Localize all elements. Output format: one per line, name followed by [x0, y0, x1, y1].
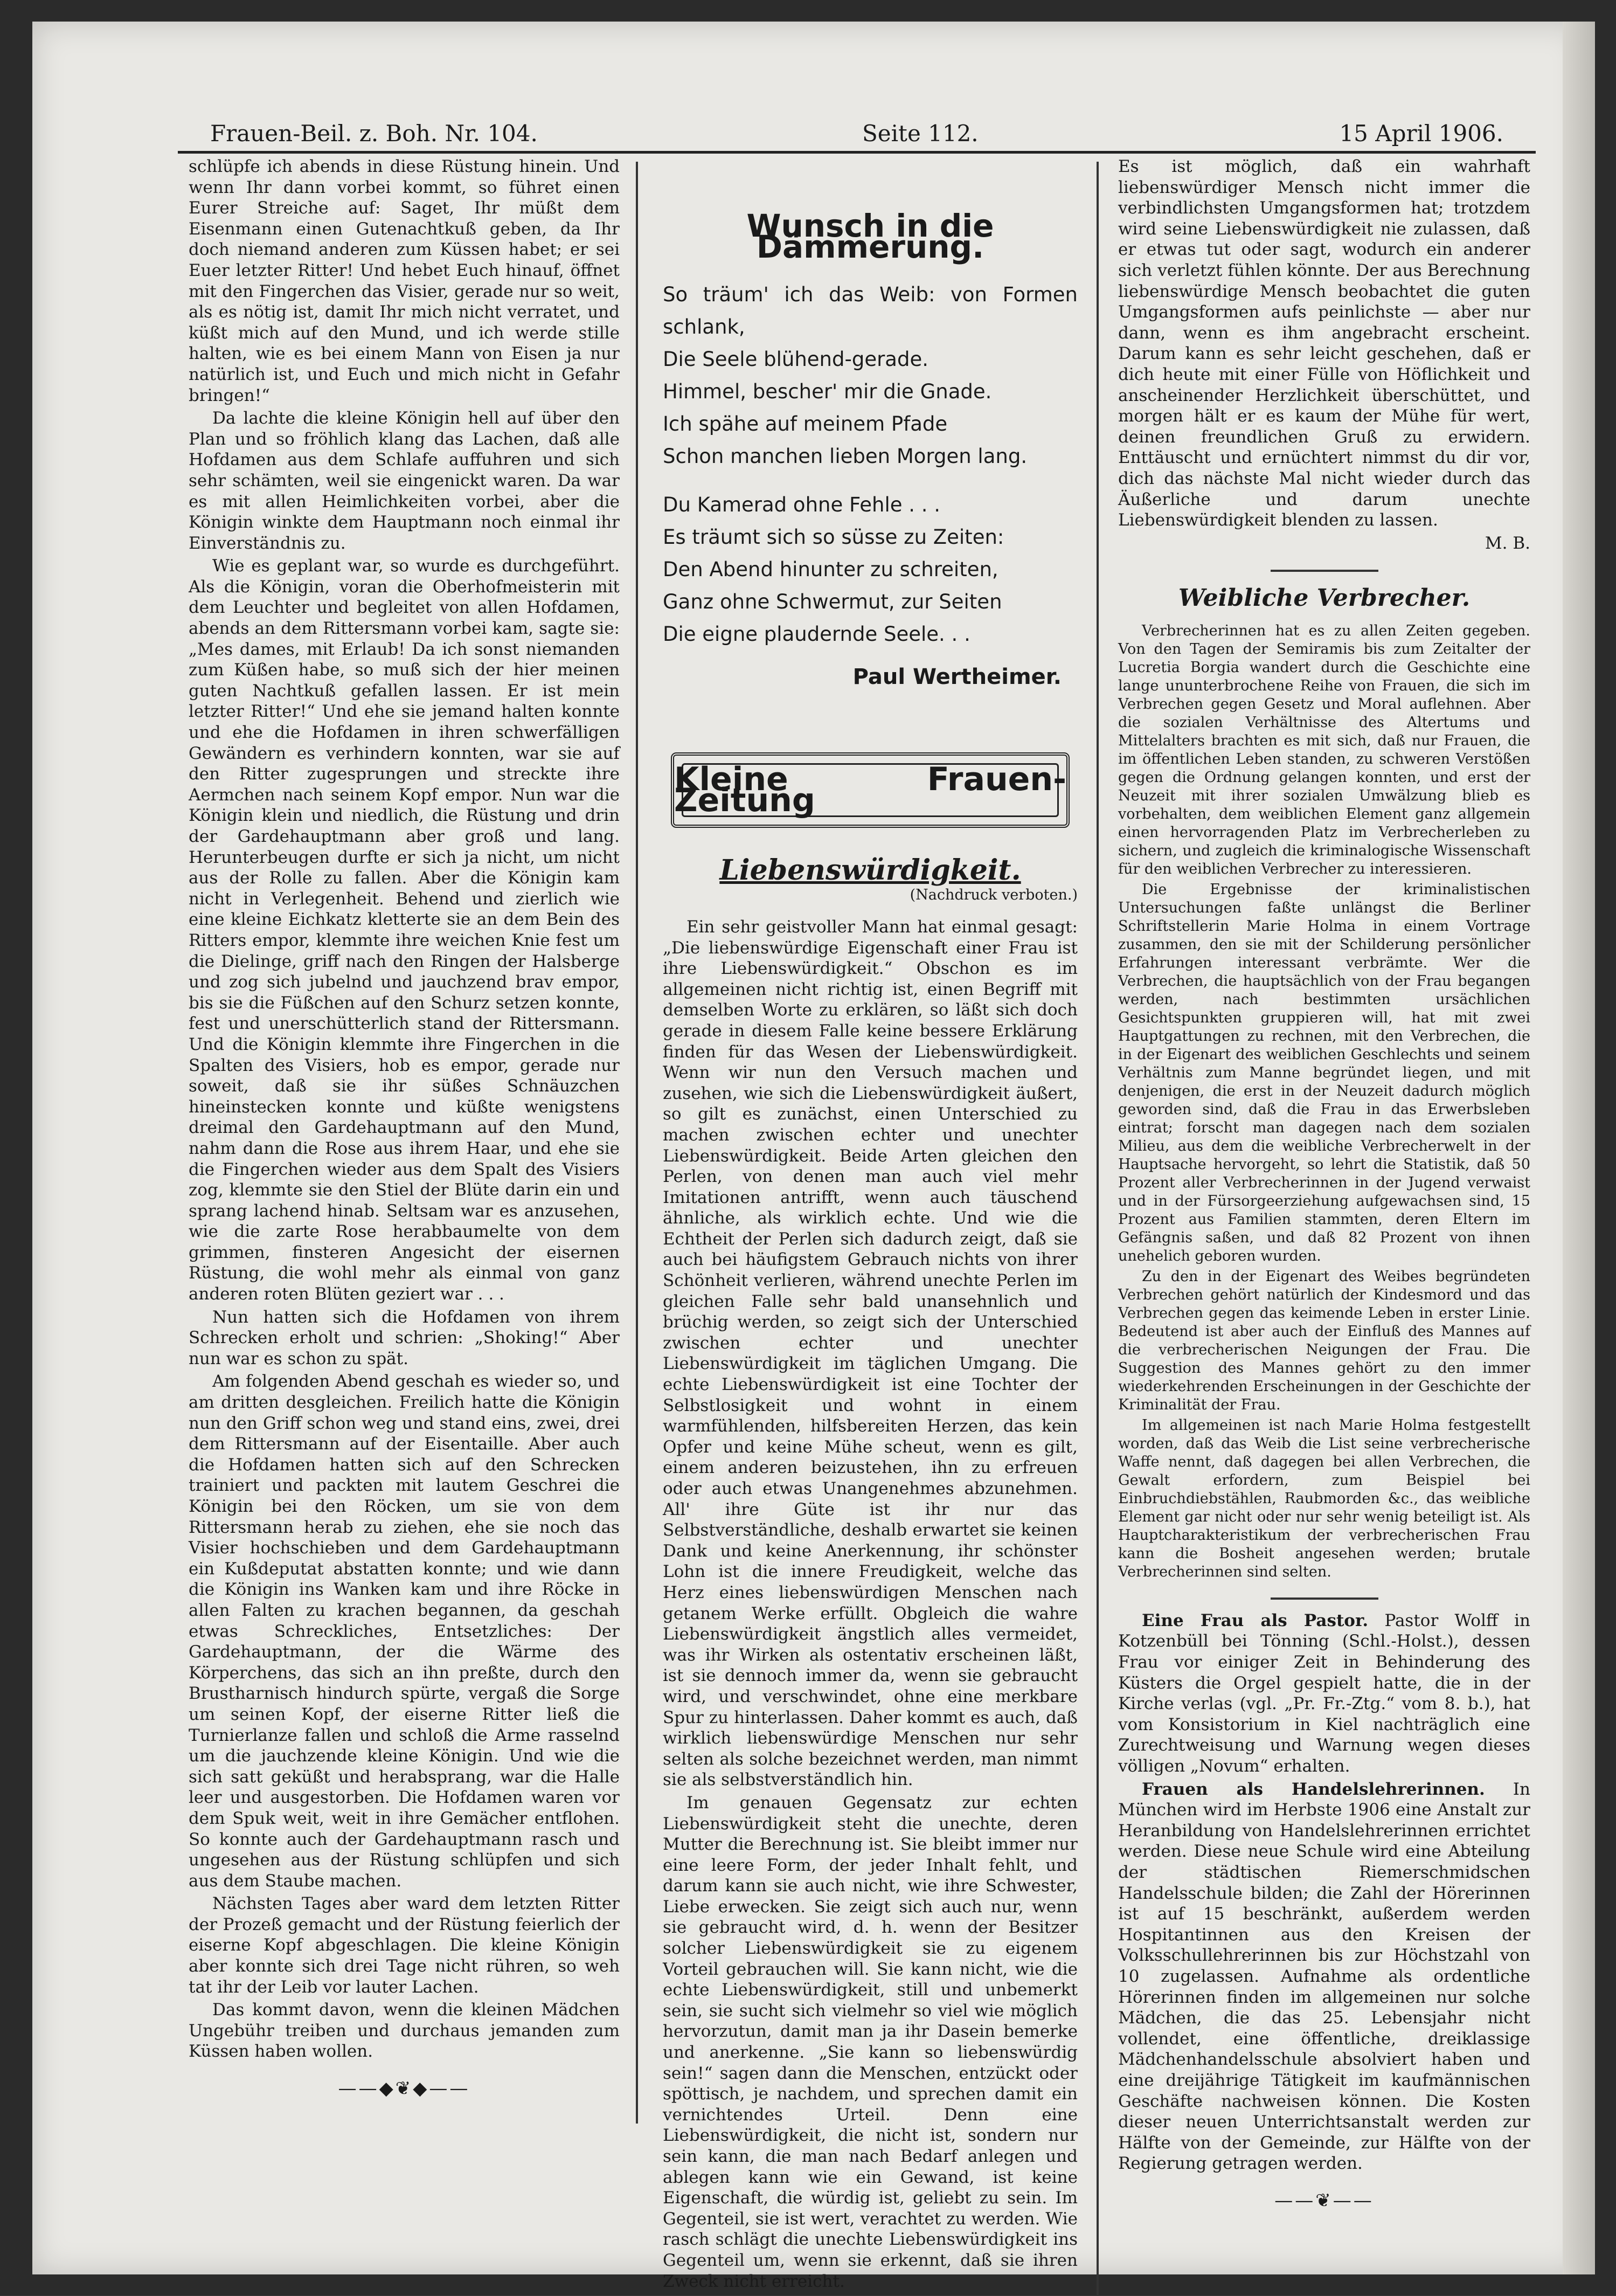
- page-edge: [1563, 22, 1595, 2274]
- column-story: [189, 156, 620, 2100]
- story-paragraph: Das kommt davon, wenn die kleinen Mädchen Ungebühr treiben und durchaus jemanden zum Küssen haben wollen.: [189, 2000, 620, 2062]
- article-paragraph: Im genauen Gegensatz zur echten Liebenswürdigkeit steht die unechte, deren Mutter die Berechnung ist. Sie bleibt immer nur eine leere Form, der jeder Inhalt fehlt, und darum kann sie auch nicht, wie ihre Schwester, Liebe erwecken. Sie zeigt sich auch nur, wenn sie gebraucht wird, d. h. wenn der Besitzer solcher Liebenswürdigkeit sie zu eigenem Vorteil gebrauchen will. Sie kann nicht, wie die echte Liebenswürdigkeit, still und unbemerkt sein, sie sucht sich vielmehr so viel wie möglich hervorzutun, damit man ja ihr Dasein bemerke und anerkenne. „Sie kann so liebenswürdig sein!“ sagen dann die Menschen, entzückt oder spöttisch, je nachdem, und sprechen damit ein vernichtendes Urteil. Denn eine Liebenswürdigkeit, die nicht ist, sondern nur sein kann, die man nach Bedarf anlegen und ablegen kann wie ein Gewand, ist keine Eigenschaft, die würdig ist, geliebt zu sein. Im Gegenteil, sie ist wert, verachtet zu werden. Wie rasch schlägt die unechte Liebenswürdigkeit ins Gegenteil um, wenn sie erkennt, daß sie ihren Zweck nicht erreicht.: [663, 1793, 1078, 2291]
- section-divider: [1271, 1597, 1378, 1600]
- article-paragraph: Ein sehr geistvoller Mann hat einmal gesagt: „Die liebenswürdige Eigenschaft einer Frau ist ihre Liebenswürdigkeit.“ Obschon es im allgemeinen nicht richtig ist, einen Begriff mit demselben Worte zu erklären, so läßt sich doch gerade in diesem Falle keine bessere Erklärung finden für das Wesen der Liebenswürdigkeit. Wenn wir nun den Versuch machen und zusehen, wie sich die Liebenswürdigkeit äußert, so gilt es zunächst, einen Unterschied zu machen zwischen echter und unechter Liebenswürdigkeit. Beide Arten gleichen den Perlen, von denen man auch viel mehr Imitationen antrifft, wenn auch täuschend ähnliche, als wirklich echte. Und wie die Echtheit der Perlen sich dadurch zeigt, daß sie auch bei häufigstem Gebrauch nichts von ihrer Schönheit verlieren, während unechte Perlen im gleichen Falle sehr bald unansehnlich und brüchig werden, so zeigt sich der Unterschied zwischen echter und unechter Liebenswürdigkeit im täglichen Umgang. Die echte Liebenswürdigkeit ist eine Tochter der Selbstlosigkeit und wohnt in einem warmfühlenden, hilfsbereiten Herzen, das kein Opfer und keine Mühe scheut, wenn es gilt, einem anderen beizustehen, ihn zu erfreuen oder auch etwas Unangenehmes abzunehmen. All' ihre Güte ist ihr nur das Selbstverständliche, deshalb erwartet sie keinen Dank und keine Anerkennung, ihr schönster Lohn ist die innere Freudigkeit, welche das Herz eines liebenswürdigen Menschen nach getanem Werke erfüllt. Obgleich die wahre Liebenswürdigkeit ängstlich alles vermeidet, was ihr Wirken als ostentativ erscheinen läßt, ist sie dennoch immer da, wenn sie gebraucht wird, und verschwindet, ohne eine merkbare Spur zu hinterlassen. Daher kommt es auch, daß wirklich liebenswürdige Menschen nur sehr selten als solche bezeichnet werden, man nimmt sie als selbstverständlich hin.: [663, 917, 1078, 1790]
- poem-line: Die eigne plaudernde Seele. . .: [663, 623, 970, 646]
- column-divider-left: [636, 162, 638, 2124]
- poem-line: Ich spähe auf meinem Pfade: [663, 412, 948, 436]
- article-paragraph: Im allgemeinen ist nach Marie Holma festgestellt worden, daß das Weib die List seine verbrecherische Waffe nennt, daß dagegen bei allen Verbrechen, die Gewalt erfordern, zum Beispiel bei Einbruchdiebstählen, Raubmorden &c., das weibliche Element gar nicht oder nur sehr wenig beteiligt ist. Als Hauptcharakteristikum der verbrecherischen Frau kann die Bosheit angesehen werden; brutale Verbrecherinnen sind selten.: [1118, 1416, 1530, 1580]
- story-paragraph: Da lachte die kleine Königin hell auf über den Plan und so fröhlich klang das Lachen, daß alle Hofdamen aus dem Schlafe auffuhren und sich sehr schämten, weil sie eingenickt waren. Da war es mit allen Heimlichkeiten vorbei, aber die Königin winkte dem Hauptmann noch einmal ihr Einverständnis zu.: [189, 409, 620, 553]
- column-divider-right: [1097, 162, 1099, 2296]
- article-paragraph: Verbrecherinnen hat es zu allen Zeiten gegeben. Von den Tagen der Semiramis bis zum Zeitalter der Lucretia Borgia wandert durch die Geschichte eine lange ununterbrochene Reihe von Frauen, die sich im Verbrechen gegen Gesetz und Moral auflehnen. Aber die sozialen Verhältnisse des Altertums und Mittelalters brachten es mit sich, daß nur Frauen, die im öffentlichen Leben standen, zu schweren Verstößen gegen die Ordnung gelangen konnten, und erst der Neuzeit mit ihrer sozialen Umwälzung blieb es vorbehalten, dem weiblichen Element ganz allgemein einen hervorragenden Platz im Verbrecherleben zu sichern, und zugleich die kriminalogische Wissenschaft für den weiblichen Verbrecher zu interessieren.: [1118, 622, 1530, 877]
- poem-stanza: [663, 279, 1078, 473]
- poem-line: Du Kamerad ohne Fehle . . .: [663, 493, 941, 517]
- poem-author: Paul Wertheimer.: [852, 665, 1062, 690]
- column-right: [1118, 156, 1531, 2211]
- news-headline: Frauen als Handelslehrerinnen.: [1142, 1779, 1485, 1799]
- story-paragraph: schlüpfe ich abends in diese Rüstung hinein. Und wenn Ihr dann vorbei kommt, so führet einen Eurer Streiche auf: Saget, Ihr müßt dem Eisenmann einen Gutenachtkuß geben, da Ihr doch niemand anderen zum Küssen habet; er sei Euer letzter Ritter! Und hebet Euch hinauf, öffnet mit den Fingerchen das Visier, gerade nur so weit, als es nötig ist, damit Ihr mich nicht verratet, und küßt mich auf den Mund, und ich werde stille halten, wie es bei einem Mann von Eisen ja nur natürlich ist, und Euch und mich nicht in Gefahr bringen!“: [189, 157, 620, 405]
- end-ornament: ——◆❦◆——: [338, 2078, 470, 2100]
- header-date: 15 April 1906.: [1339, 120, 1503, 147]
- section-divider: [1271, 570, 1378, 572]
- article-paragraph: Die Ergebnisse der kriminalistischen Untersuchungen faßte unlängst die Berliner Schriftstellerin Marie Holma in einem Vortrage zusammen, den sie mit der Schilderung persönlicher Erfahrungen interessant verbrämte. Wer die Verbrechen, die hauptsächlich von der Frau begangen werden, nach bestimmten ursächlichen Gesichtspunkten gruppieren will, hat mit zwei Hauptgattungen zu rechnen, mit den Verbrechen, die in der Eigenart des weiblichen Geschlechts und seinem Verhältnis zum Manne begründet liegen, und mit denjenigen, die erst in der Neuzeit dadurch möglich geworden sind, daß die Frau in das Erwerbsleben eintrat; forscht man dagegen nach dem sozialen Milieu, aus dem die weibliche Verbrecherwelt in der Hauptsache hervorgeht, so lehrt die Statistik, daß 50 Prozent aller Verbrecherinnen in der Jugend verwaist und in der Fürsorgeerziehung aufgewachsen sind, 15 Prozent aus Familien stammten, deren Eltern im Gefängnis saßen, und daß 82 Prozent von ihnen unehelich geboren wurden.: [1118, 881, 1530, 1264]
- article-paragraph: Zu den in der Eigenart des Weibes begründeten Verbrechen gehört natürlich der Kindesmord und das Verbrechen gegen das keimende Leben in erster Linie. Bedeutend ist aber auch der Einfluß des Mannes auf die verbrecherischen Neigungen der Frau. Die Suggestion des Mannes gehört zu den immer wiederkehrenden Erscheinungen in der Geschichte der Kriminalität der Frau.: [1118, 1268, 1530, 1413]
- poem-line: Es träumt sich so süsse zu Zeiten:: [663, 525, 1004, 549]
- poem: [663, 279, 1078, 651]
- end-ornament: ——❦——: [1274, 2189, 1374, 2211]
- poem-line: Ganz ohne Schwermut, zur Seiten: [663, 590, 1002, 614]
- story-paragraph: Nächsten Tages aber ward dem letzten Ritter der Prozeß gemacht und der Rüstung feierlich der eiserne Kopf abgeschlagen. Die kleine Königin aber konnte sich drei Tage nicht rühren, so weh tat ihr der Leib vor lauter Lachen.: [189, 1894, 620, 1997]
- news-text: In München wird im Herbste 1906 eine Anstalt zur Heranbildung von Handelslehrerinnen errichtet werden. Diese neue Schule wird eine Abteilung der städtischen Riemerschmidschen Handelsschule bilden; die Zahl der Hörerinnen ist auf 15 beschränkt, außerdem werden Hospitantinnen aus den Kreisen der Volksschullehrerinnen bis zur Höchstzahl von 10 zugelassen. Aufnahme als ordentliche Hörerinnen finden im allgemeinen nur solche Mädchen, die das 25. Lebensjahr nicht vollendet, eine öffentliche, dreiklassige Mädchenhandelsschule absolviert haben und eine dreijährige Tätigkeit im kaufmännischen Geschäfte nachweisen können. Die Kosten dieser neuen Unterrichtsanstalt werden zur Hälfte von der Gemeinde, zur Hälfte von der Regierung getragen werden.: [1118, 1779, 1530, 2174]
- column-middle: [663, 156, 1078, 2291]
- poem-line: Den Abend hinunter zu schreiten,: [663, 558, 998, 582]
- copyright-note: (Nachdruck verboten.): [910, 887, 1078, 904]
- story-paragraph: Wie es geplant war, so wurde es durchgeführt. Als die Königin, voran die Oberhofmeisterin mit dem Leuchter und begleitet von allen Hofdamen, abends an dem Rittersmann vorbei kam, sagte sie: „Mes dames, mit Erlaub! Da ich sonst niemanden zum Küßen habe, so muß sich der hier meinen guten Nachtkuß gefallen lassen. Er ist mein letzter Ritter!“ Und ehe sie jemand halten konnte und ehe die Hofdamen in ihren schwerfälligen Gewändern es verhindern konnten, war sie auf den Ritter zugesprungen und streckte ihre Aermchen nach seinem Kopf empor. Nun war die Königin klein und niedlich, die Rüstung und drin der Gardehauptmann aber groß und lang. Herunterbeugen durfte er sich ja nicht, um nicht aus der Rolle zu fallen. Aber die Königin kam nicht in Verlegenheit. Behend und zierlich wie eine kleine Eichkatz kletterte sie an dem Bein des Ritters empor, klemmte ihre weichen Knie fest um die Dielinge, griff nach den Ringen der Halsberge und zog sich jubelnd und jauchzend brav empor, bis sie die Füßchen auf den Schurz setzen konnte, fest und unerschütterlich stand der Rittersmann. Und die Königin klemmte ihre Fingerchen in die Spalten des Visiers, hob es empor, gerade nur soweit, daß sie ihr süßes Schnäuzchen hineinstecken konnte und küßte wenigstens dreimal den Gardehauptmann auf den Mund, nahm dann die Rose aus ihrem Haar, und ehe sie die Fingerchen wieder aus dem Spalt des Visiers zog, klemmte sie den Stiel der Blüte darin ein und sprang lachend hinab. Seltsam war es anzusehen, wie die zarte Rose herabbaumelte von dem grimmen, finsteren Angesicht der eisernen Rüstung, die wohl mehr als einmal von ganz anderen roten Blüten geziert war . . .: [189, 556, 620, 1304]
- page-header: [178, 116, 1536, 154]
- section-title: Weibliche Verbrecher.: [1178, 584, 1471, 612]
- banner-title: Kleine Frauen-Zeitung: [674, 760, 1066, 819]
- poem-line: Schon manchen lieben Morgen lang.: [663, 445, 1028, 468]
- news-text: Pastor Wolff in Kotzenbüll bei Tönning (Schl.-Holst.), dessen Frau vor einiger Zeit in Behinderung des Küsters die Orgel gespielt hatte, die in der Kirche verlas (vgl. „Pr. Fr.-Ztg.“ vom 8. b.), hat vom Konsistorium in Kiel nachträglich eine Zurechtweisung und Warnung wegen dieses völligen „Novum“ erhalten.: [1118, 1610, 1531, 1776]
- header-publication: Frauen-Beil. z. Boh. Nr. 104.: [210, 120, 538, 147]
- news-item: [1118, 1610, 1530, 1777]
- news-item: [1118, 1779, 1530, 2174]
- news-headline: Eine Frau als Pastor.: [1142, 1610, 1369, 1630]
- header-page-number: Seite 112.: [862, 120, 979, 147]
- poem-line: Die Seele blühend-gerade.: [663, 348, 928, 371]
- section-banner: [671, 752, 1070, 828]
- poem-title: Wunsch in die Dämmerung.: [746, 208, 994, 265]
- author-signature: M. B.: [1485, 533, 1530, 553]
- article-paragraph: Es ist möglich, daß ein wahrhaft liebenswürdiger Mensch nicht immer die verbindlichsten Umgangsformen hat; trotzdem wird seine Liebenswürdigkeit nie zulassen, daß er etwas tut oder sagt, wodurch ein anderer sich verletzt fühlen könnte. Der aus Berechnung liebenswürdige Mensch beobachtet die guten Umgangsformen aufs peinlichste — aber nur dann, wenn es ihm angebracht erscheint. Darum kann es sehr leicht geschehen, daß er dich heute mit einer Fülle von Höflichkeit und anscheinender Herzlichkeit überschüttet, und morgen hält er es kaum der Mühe für wert, deinen freundlichen Gruß zu erwidern. Enttäuscht und ernüchtert nimmst du dir vor, dich das nächste Mal nicht wieder durch das Äußerliche und darum unechte Liebenswürdigkeit blenden zu lassen.: [1118, 157, 1530, 530]
- story-paragraph: Am folgenden Abend geschah es wieder so, und am dritten desgleichen. Freilich hatte die Königin nun den Griff schon weg und stand eins, zwei, drei dem Rittersmann auf der Eisentaille. Aber auch die Hofdamen hatten sich auf den Schrecken trainiert und packten mit lautem Geschrei die Königin bei den Röcken, um sie von dem Rittersmann herab zu ziehen, ehe sie noch das Visier hochschieben und dem Gardehauptmann ein Kußdeputat abstatten konnte; und wie dann die Königin ins Wanken kam und ihre Röcke in allen Falten zu krachen begannen, da geschah etwas Schreckliches, Entsetzliches: Der Gardehauptmann, der die Wärme des Körperchens, das sich an ihn preßte, durch den Brustharnisch hindurch spürte, vergaß die Sorge um seinen Kopf, der eiserne Ritter ließ die Turnierlanze fallen und schloß die Arme rasselnd um die jauchzende kleine Königin. Und wie die sich satt geküßt und herabsprang, war die Halle leer und ausgestorben. Die Hofdamen waren vor dem Spuk weit, weit in ihre Gemächer entflohen. So konnte auch der Gardehauptmann rasch und ungesehen aus der Rüstung schlüpfen und sich aus dem Staube machen.: [189, 1372, 620, 1891]
- story-paragraph: Nun hatten sich die Hofdamen von ihrem Schrecken erholt und schrien: „Shoking!“ Aber nun war es schon zu spät.: [189, 1307, 620, 1368]
- poem-line: So träum' ich das Weib: von Formen schlank,: [663, 283, 1078, 339]
- article-title: Liebenswürdigkeit.: [719, 853, 1021, 887]
- poem-line: Himmel, bescher' mir die Gnade.: [663, 380, 992, 404]
- poem-stanza: [663, 489, 1078, 651]
